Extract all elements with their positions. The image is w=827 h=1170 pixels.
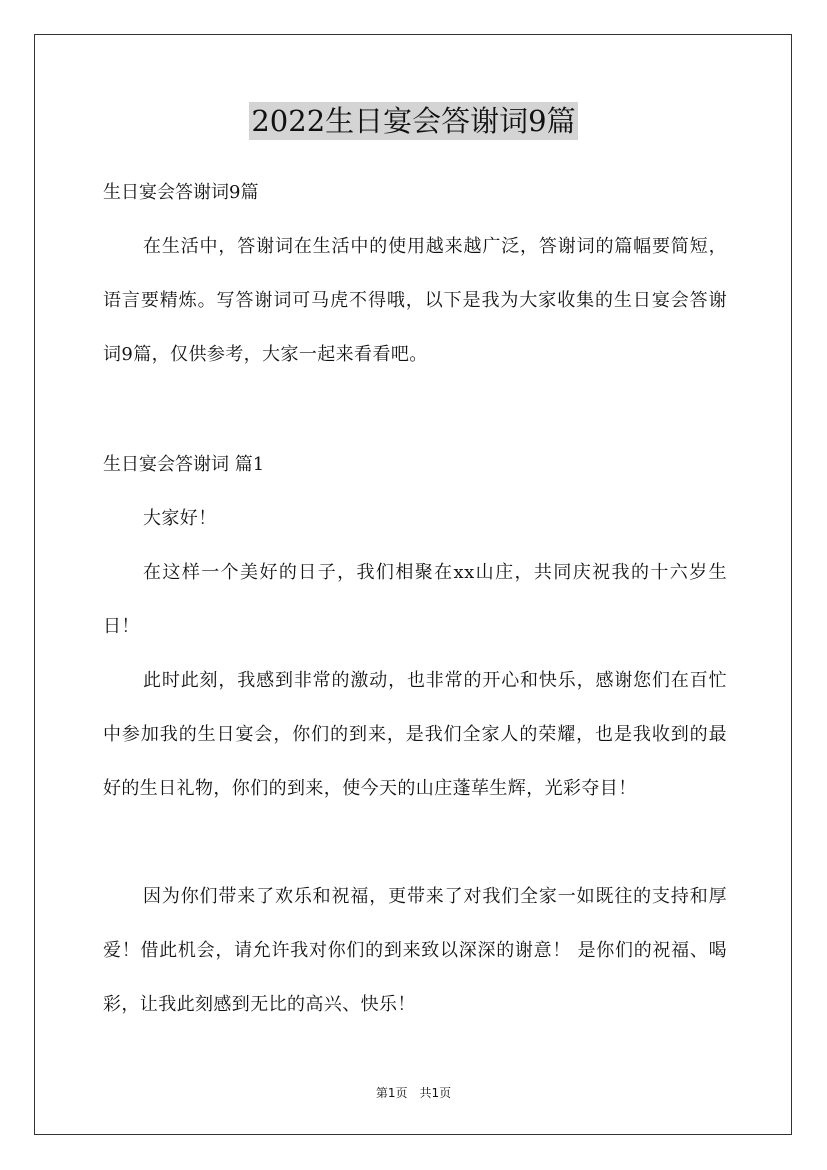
section-heading: 生日宴会答谢词 篇1 [103,454,265,475]
paragraph-1: 在这样一个美好的日子，我们相聚在xx山庄，共同庆祝我的十六岁生日！ [103,562,727,637]
page-footer: 第1页 共1页 [375,1086,452,1100]
document-title-text: 2022生日宴会答谢词9篇 [251,104,576,138]
paragraph-3: 因为你们带来了欢乐和祝福，更带来了对我们全家一如既往的支持和厚爱！借此机会，请允许我对你们的到来致以深深的谢意！ 是你们的祝福、喝彩，让我此刻感到无比的高兴、快乐！ [103,886,727,1015]
intro-paragraph: 在生活中，答谢词在生活中的使用越来越广泛，答谢词的篇幅要简短，语言要精炼。写答谢词可马虎不得哦，以下是我为大家收集的生日宴会答谢词9篇，仅供参考，大家一起来看看吧。 [103,236,727,365]
paragraph-2: 此时此刻，我感到非常的激动，也非常的开心和快乐，感谢您们在百忙中参加我的生日宴会，你们的到来，是我们全家人的荣耀，也是我收到的最好的生日礼物，你们的到来，使今天的山庄蓬荜生辉，光彩夺目！ [103,670,727,799]
document-title [0,100,827,142]
document-subtitle: 生日宴会答谢词9篇 [103,182,259,203]
paragraph-greeting: 大家好！ [143,508,217,529]
